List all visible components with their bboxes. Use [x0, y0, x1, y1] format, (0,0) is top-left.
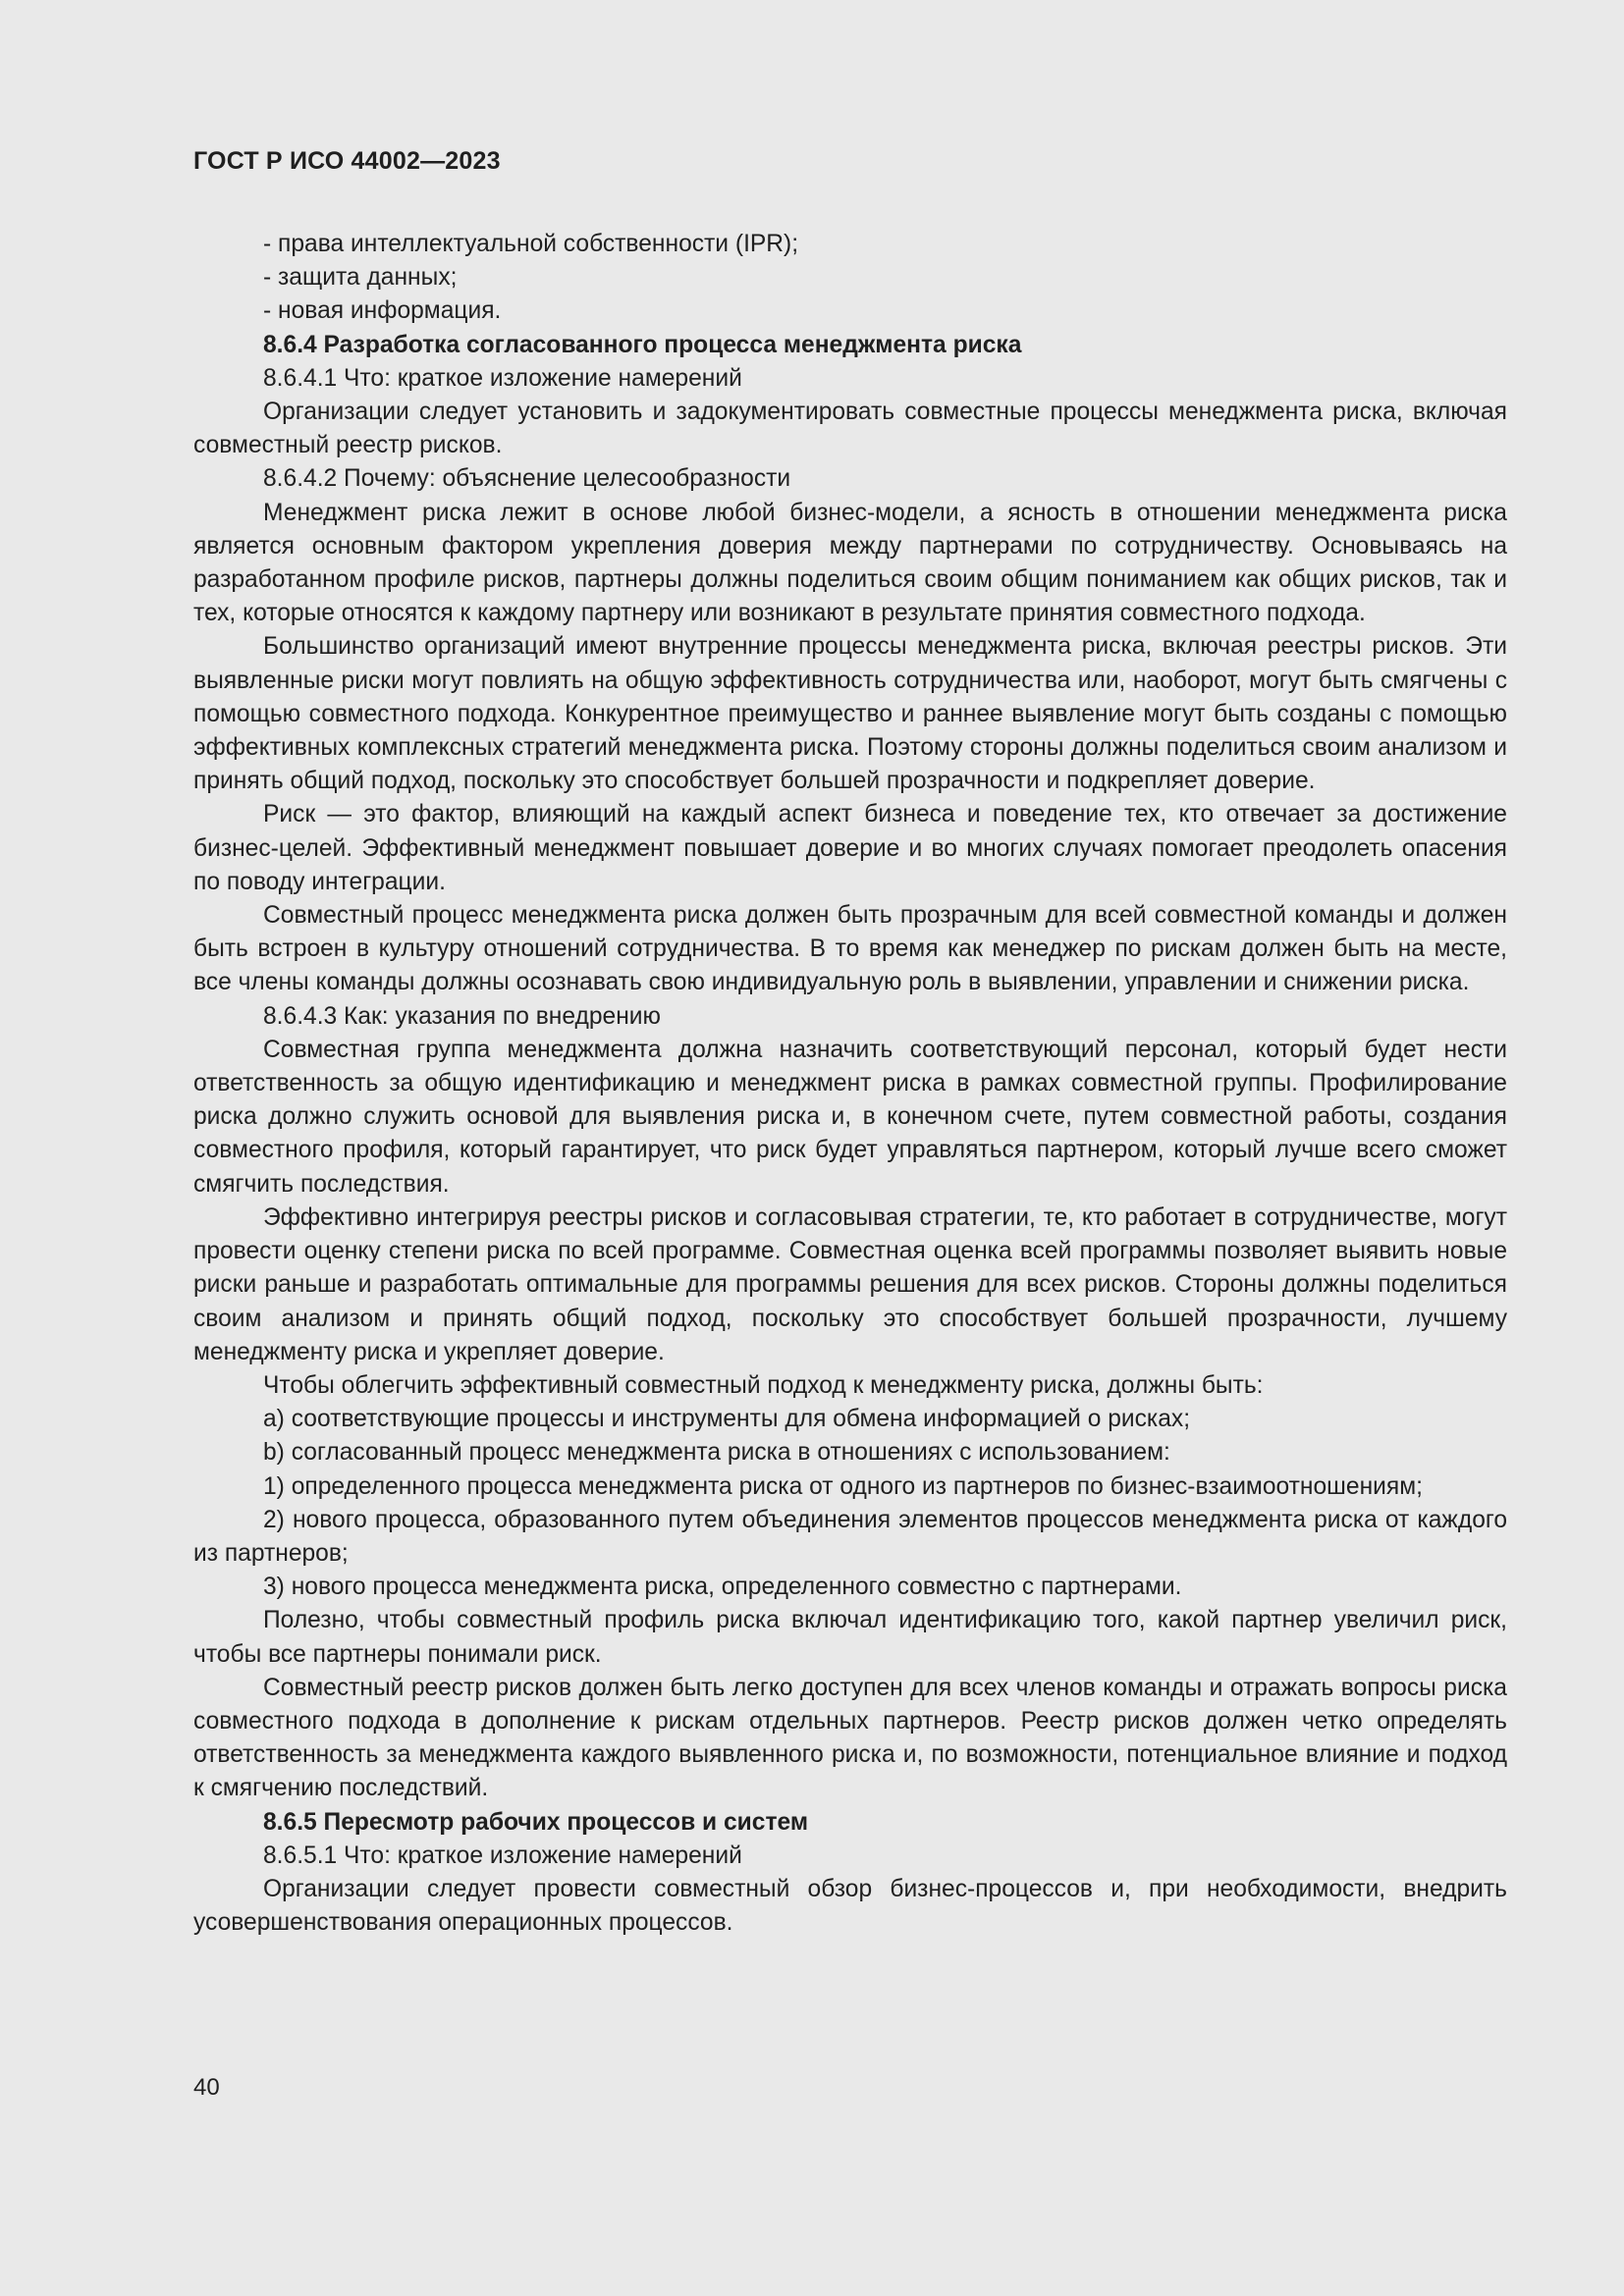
section-heading: 8.6.5 Пересмотр рабочих процессов и систем — [263, 1808, 809, 1836]
paragraph: Менеджмент риска лежит в основе любой бизнес-модели, а ясность в отношении менеджмента риска является основным фактором укрепления доверия между партнерами по сотрудничеству. Основываясь на разработанном профиле рисков, партнеры должны поделиться своим общим пониманием как общих рисков, так и тех, которые относятся к каждому партнеру или возникают в результате принятия совместного подхода. — [193, 499, 1507, 627]
subsection-heading: 8.6.4.1 Что: краткое изложение намерений — [263, 364, 742, 392]
document-body — [193, 228, 1507, 1940]
paragraph: Совместный реестр рисков должен быть легко доступен для всех членов команды и отражать вопросы риска совместного подхода в дополнение к рискам отдельных партнеров. Реестр рисков должен четко определять ответственность за менеджмента каждого выявленного риска и, по возможности, потенциальное влияние и подход к смягчению последствий. — [193, 1674, 1507, 1802]
subsection-heading: 8.6.4.2 Почему: объяснение целесообразности — [263, 465, 791, 493]
paragraph: Чтобы облегчить эффективный совместный подход к менеджменту риска, должны быть: — [263, 1371, 1264, 1399]
subsection-heading: 8.6.4.3 Как: указания по внедрению — [263, 1002, 661, 1030]
list-item: - новая информация. — [263, 297, 502, 325]
subsection-heading: 8.6.5.1 Что: краткое изложение намерений — [263, 1842, 742, 1869]
paragraph: Риск — это фактор, влияющий на каждый аспект бизнеса и поведение тех, кто отвечает за достижение бизнес-целей. Эффективный менеджмент повышает доверие и во многих случаях помогает преодолеть опасения по поводу интеграции. — [193, 801, 1507, 895]
list-item: 1) определенного процесса менеджмента риска от одного из партнеров по бизнес-взаимоотношениям; — [263, 1472, 1423, 1500]
list-item: a) соответствующие процессы и инструменты для обмена информацией о рисках; — [263, 1406, 1191, 1433]
document-header: ГОСТ Р ИСО 44002—2023 — [193, 147, 501, 175]
paragraph: Большинство организаций имеют внутренние процессы менеджмента риска, включая реестры рисков. Эти выявленные риски могут повлиять на общую эффективность сотрудничества или, наоборот, могут быть смягчены с помощью совместного подхода. Конкурентное преимущество и раннее выявление могут быть созданы с помощью эффективных комплексных стратегий менеджмента риска. Поэтому стороны должны поделиться своим анализом и принять общий подход, поскольку это способствует большей прозрачности и подкрепляет доверие. — [193, 633, 1507, 795]
paragraph: Совместная группа менеджмента должна назначить соответствующий персонал, который будет нести ответственность за общую идентификацию и менеджмент риска в рамках совместной группы. Профилирование риска должно служить основой для выявления риска и, в конечном счете, путем совместной работы, создания совместного профиля, который гарантирует, что риск будет управляться партнером, который лучше всего сможет смягчить последствия. — [193, 1036, 1507, 1198]
paragraph: Эффективно интегрируя реестры рисков и согласовывая стратегии, те, кто работает в сотрудничестве, могут провести оценку степени риска по всей программе. Совместная оценка всей программы позволяет выявить новые риски раньше и разработать оптимальные для программы решения для всех рисков. Стороны должны поделиться своим анализом и принять общий подход, поскольку это способствует большей прозрачности, лучшему менеджменту риска и укрепляет доверие. — [193, 1203, 1507, 1365]
section-heading: 8.6.4 Разработка согласованного процесса менеджмента риска — [263, 331, 1022, 358]
list-item: 2) нового процесса, образованного путем объединения элементов процессов менеджмента риска от каждого из партнеров; — [193, 1506, 1507, 1567]
paragraph: Организации следует установить и задокументировать совместные процессы менеджмента риска, включая совместный реестр рисков. — [193, 399, 1507, 459]
paragraph: Полезно, чтобы совместный профиль риска включал идентификацию того, какой партнер увеличил риск, чтобы все партнеры понимали риск. — [193, 1607, 1507, 1668]
list-item: b) согласованный процесс менеджмента риска в отношениях с использованием: — [263, 1439, 1170, 1467]
page-number: 40 — [193, 2074, 220, 2101]
list-item: - защита данных; — [263, 264, 458, 292]
paragraph: Совместный процесс менеджмента риска должен быть прозрачным для всей совместной команды и должен быть встроен в культуру отношений сотрудничества. В то время как менеджер по рискам должен быть на месте, все члены команды должны осознавать свою индивидуальную роль в выявлении, управлении и снижении риска. — [193, 902, 1507, 996]
list-item: 3) нового процесса менеджмента риска, определенного совместно с партнерами. — [263, 1574, 1182, 1601]
paragraph: Организации следует провести совместный обзор бизнес-процессов и, при необходимости, внедрить усовершенствования операционных процессов. — [193, 1875, 1507, 1937]
list-item: - права интеллектуальной собственности (IPR); — [263, 231, 799, 257]
